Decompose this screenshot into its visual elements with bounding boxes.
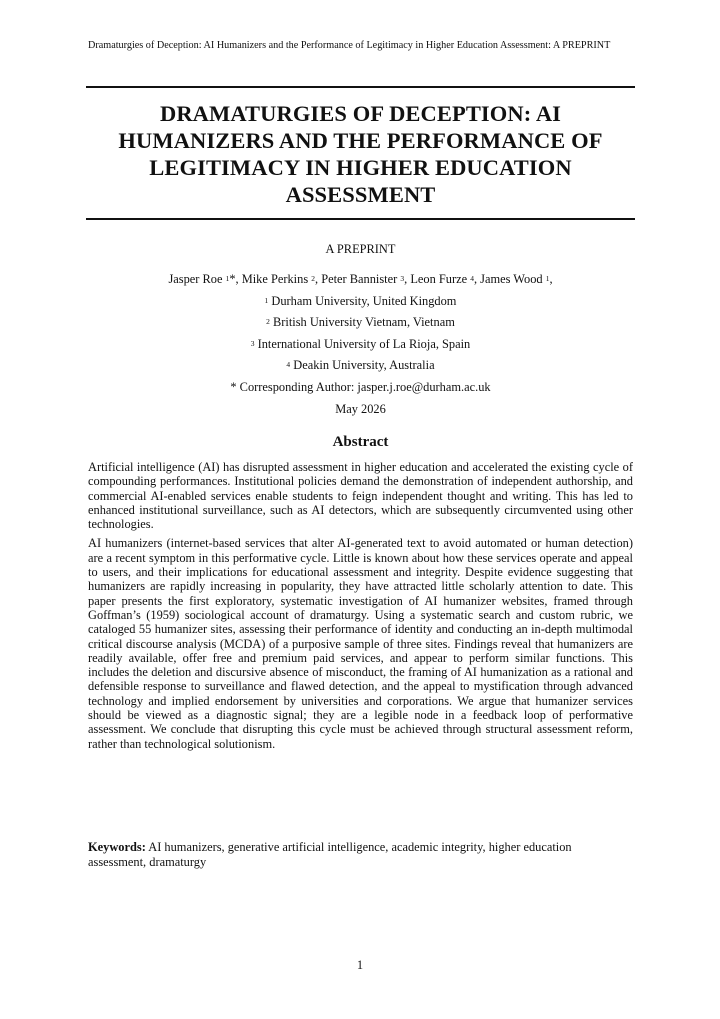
publication-date: May 2026	[335, 401, 386, 416]
affiliation: $^1$ Durham University, United Kingdom	[264, 293, 457, 308]
corresponding-author: * Corresponding Author: jasper.j.roe@durham.ac.uk	[230, 379, 491, 394]
preprint-label: A PREPRINT	[325, 242, 396, 256]
paper-title: DRAMATURGIES OF DECEPTION: AI HUMANIZERS AND THE PERFORMANCE OF LEGITIMACY IN HIGHER EDUCATION ASSESSMENT	[118, 101, 603, 207]
abstract-body	[88, 460, 633, 756]
title-top-rule	[86, 86, 635, 88]
abstract-paragraph: AI humanizers (internet-based services that alter AI-generated text to avoid automated or human detection) are a recent symptom in this performative cycle. Little is known about how these services operate and appeal to users, and their implications for educational assessment and integrity. Despite evidence suggesting that humanizers are rapidly increasing in popularity, they have attracted little scholarly attention to date. This paper presents the first exploratory, systematic investigation of AI humanizer websites, framed through Goffman’s (1959) sociological account of dramaturgy. Using a systematic search and custom rubric, we cataloged 55 humanizer sites, assessing their performance of identity and conducting an in-depth multimodal critical discourse analysis (MCDA) of a purposive sample of three sites. Findings reveal that humanizers are readily available, offer free and premium paid services, and appear to perform similar functions. This includes the deletion and discursive absence of misconduct, the framing of AI humanization as a rational and defensible response to surveillance and flawed detection, and the appeal to mystification through advanced technology and implied endorsement by universities and corporations. We argue that humanizer services should be viewed as a diagnostic signal; they are a legible node in a feedback loop of performative assessment. We conclude that disrupting this cycle must be achieved through structural assessment reform, rather than technological solutionism.	[88, 536, 633, 751]
running-header: Dramaturgies of Deception: AI Humanizers and the Performance of Legitimacy in Higher Education Assessment: A PREPRINT	[88, 40, 611, 51]
author: Leon Furze $^4$,	[410, 272, 481, 286]
author: Mike Perkins $^2$,	[241, 272, 322, 286]
title-bottom-rule	[86, 218, 635, 220]
keywords-text: AI humanizers, generative artificial intelligence, academic integrity, higher education assessment, dramaturgy	[88, 840, 572, 869]
author-list	[86, 269, 635, 291]
affiliation: $^2$ British University Vietnam, Vietnam	[266, 315, 455, 330]
affiliation: $^3$ International University of La Rioja, Spain	[250, 336, 471, 351]
abstract-heading: Abstract	[332, 434, 389, 450]
author: James Wood $^1$,	[480, 272, 553, 286]
author: Peter Bannister $^3$,	[321, 272, 411, 286]
front-matter	[86, 240, 635, 420]
abstract-paragraph: Artificial intelligence (AI) has disrupted assessment in higher education and accelerated the existing cycle of compounding performances. Institutional policies demand the demonstration of independent authorship, and commercial AI-enabled services enable students to feign independent thought and writing. This has led to enhanced institutional surveillance, such as AI detectors, which are subsequently circumvented using other technologies.	[88, 460, 633, 532]
affiliation: $^4$ Deakin University, Australia	[286, 358, 435, 373]
keywords	[88, 840, 598, 870]
keywords-label: Keywords:	[88, 840, 146, 854]
page-number: 1	[356, 958, 364, 972]
author: Jasper Roe $^1$*,	[168, 272, 242, 286]
